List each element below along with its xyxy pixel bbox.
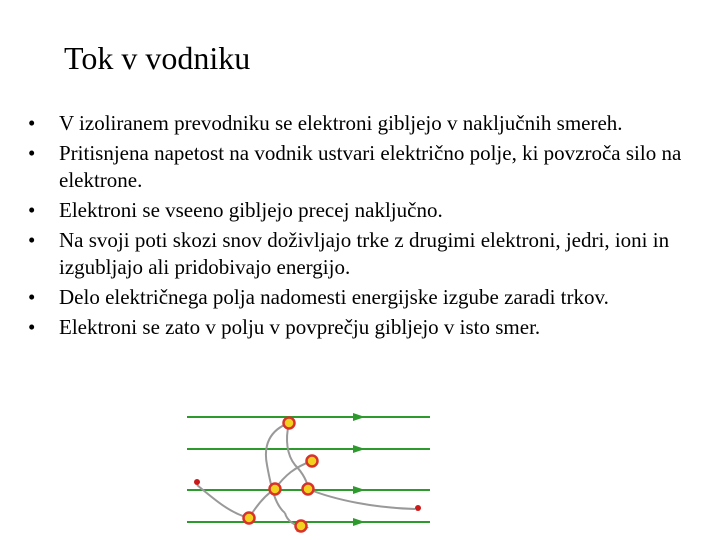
bullet-icon: • [28, 228, 36, 252]
bullet-list [28, 110, 718, 344]
bullet-icon: • [28, 198, 36, 222]
bullet-icon: • [28, 111, 36, 135]
bullet-icon: • [28, 141, 36, 165]
ion-icon [244, 513, 255, 524]
bullet-item [28, 110, 718, 137]
bullet-item [28, 227, 718, 281]
ion-icon [303, 484, 314, 495]
bullet-icon: • [28, 285, 36, 309]
ions [244, 418, 318, 532]
bullet-text: Elektroni se vseeno gibljejo precej naključno. [59, 198, 443, 222]
bullet-item [28, 197, 718, 224]
ion-icon [296, 521, 307, 532]
bullet-item [28, 140, 718, 194]
bullet-text: Delo električnega polja nadomesti energijske izgube zaradi trkov. [59, 285, 609, 309]
bullet-text: Na svoji poti skozi snov doživljajo trke z drugimi elektroni, jedri, ioni in izgubljajo ali pridobivajo energijo. [59, 228, 670, 279]
ion-icon [284, 418, 295, 429]
field-arrow-icon [353, 486, 365, 494]
ion-icon [270, 484, 281, 495]
bullet-icon: • [28, 315, 36, 339]
bullet-item [28, 314, 718, 341]
bullet-text: Pritisnjena napetost na vodnik ustvari električno polje, ki povzroča silo na elektrone. [59, 141, 682, 192]
field-arrow-icon [353, 445, 365, 453]
bullet-text: Elektroni se zato v polju v povprečju gibljejo v isto smer. [59, 315, 541, 339]
slide-title: Tok v vodniku [64, 40, 251, 76]
electron-icon [415, 505, 421, 511]
electron-path [287, 423, 308, 489]
electron-icon [194, 479, 200, 485]
bullet-text: V izoliranem prevodniku se elektroni gibljejo v naključnih smereh. [59, 111, 623, 135]
bullet-item [28, 284, 718, 311]
electron-paths [197, 423, 415, 527]
field-arrow-icon [353, 518, 365, 526]
field-arrow-icon [353, 413, 365, 421]
conductor-electron-diagram [175, 405, 440, 540]
electron-path [308, 489, 415, 509]
ion-icon [307, 456, 318, 467]
electron-path [266, 423, 289, 513]
field-lines [187, 413, 430, 526]
